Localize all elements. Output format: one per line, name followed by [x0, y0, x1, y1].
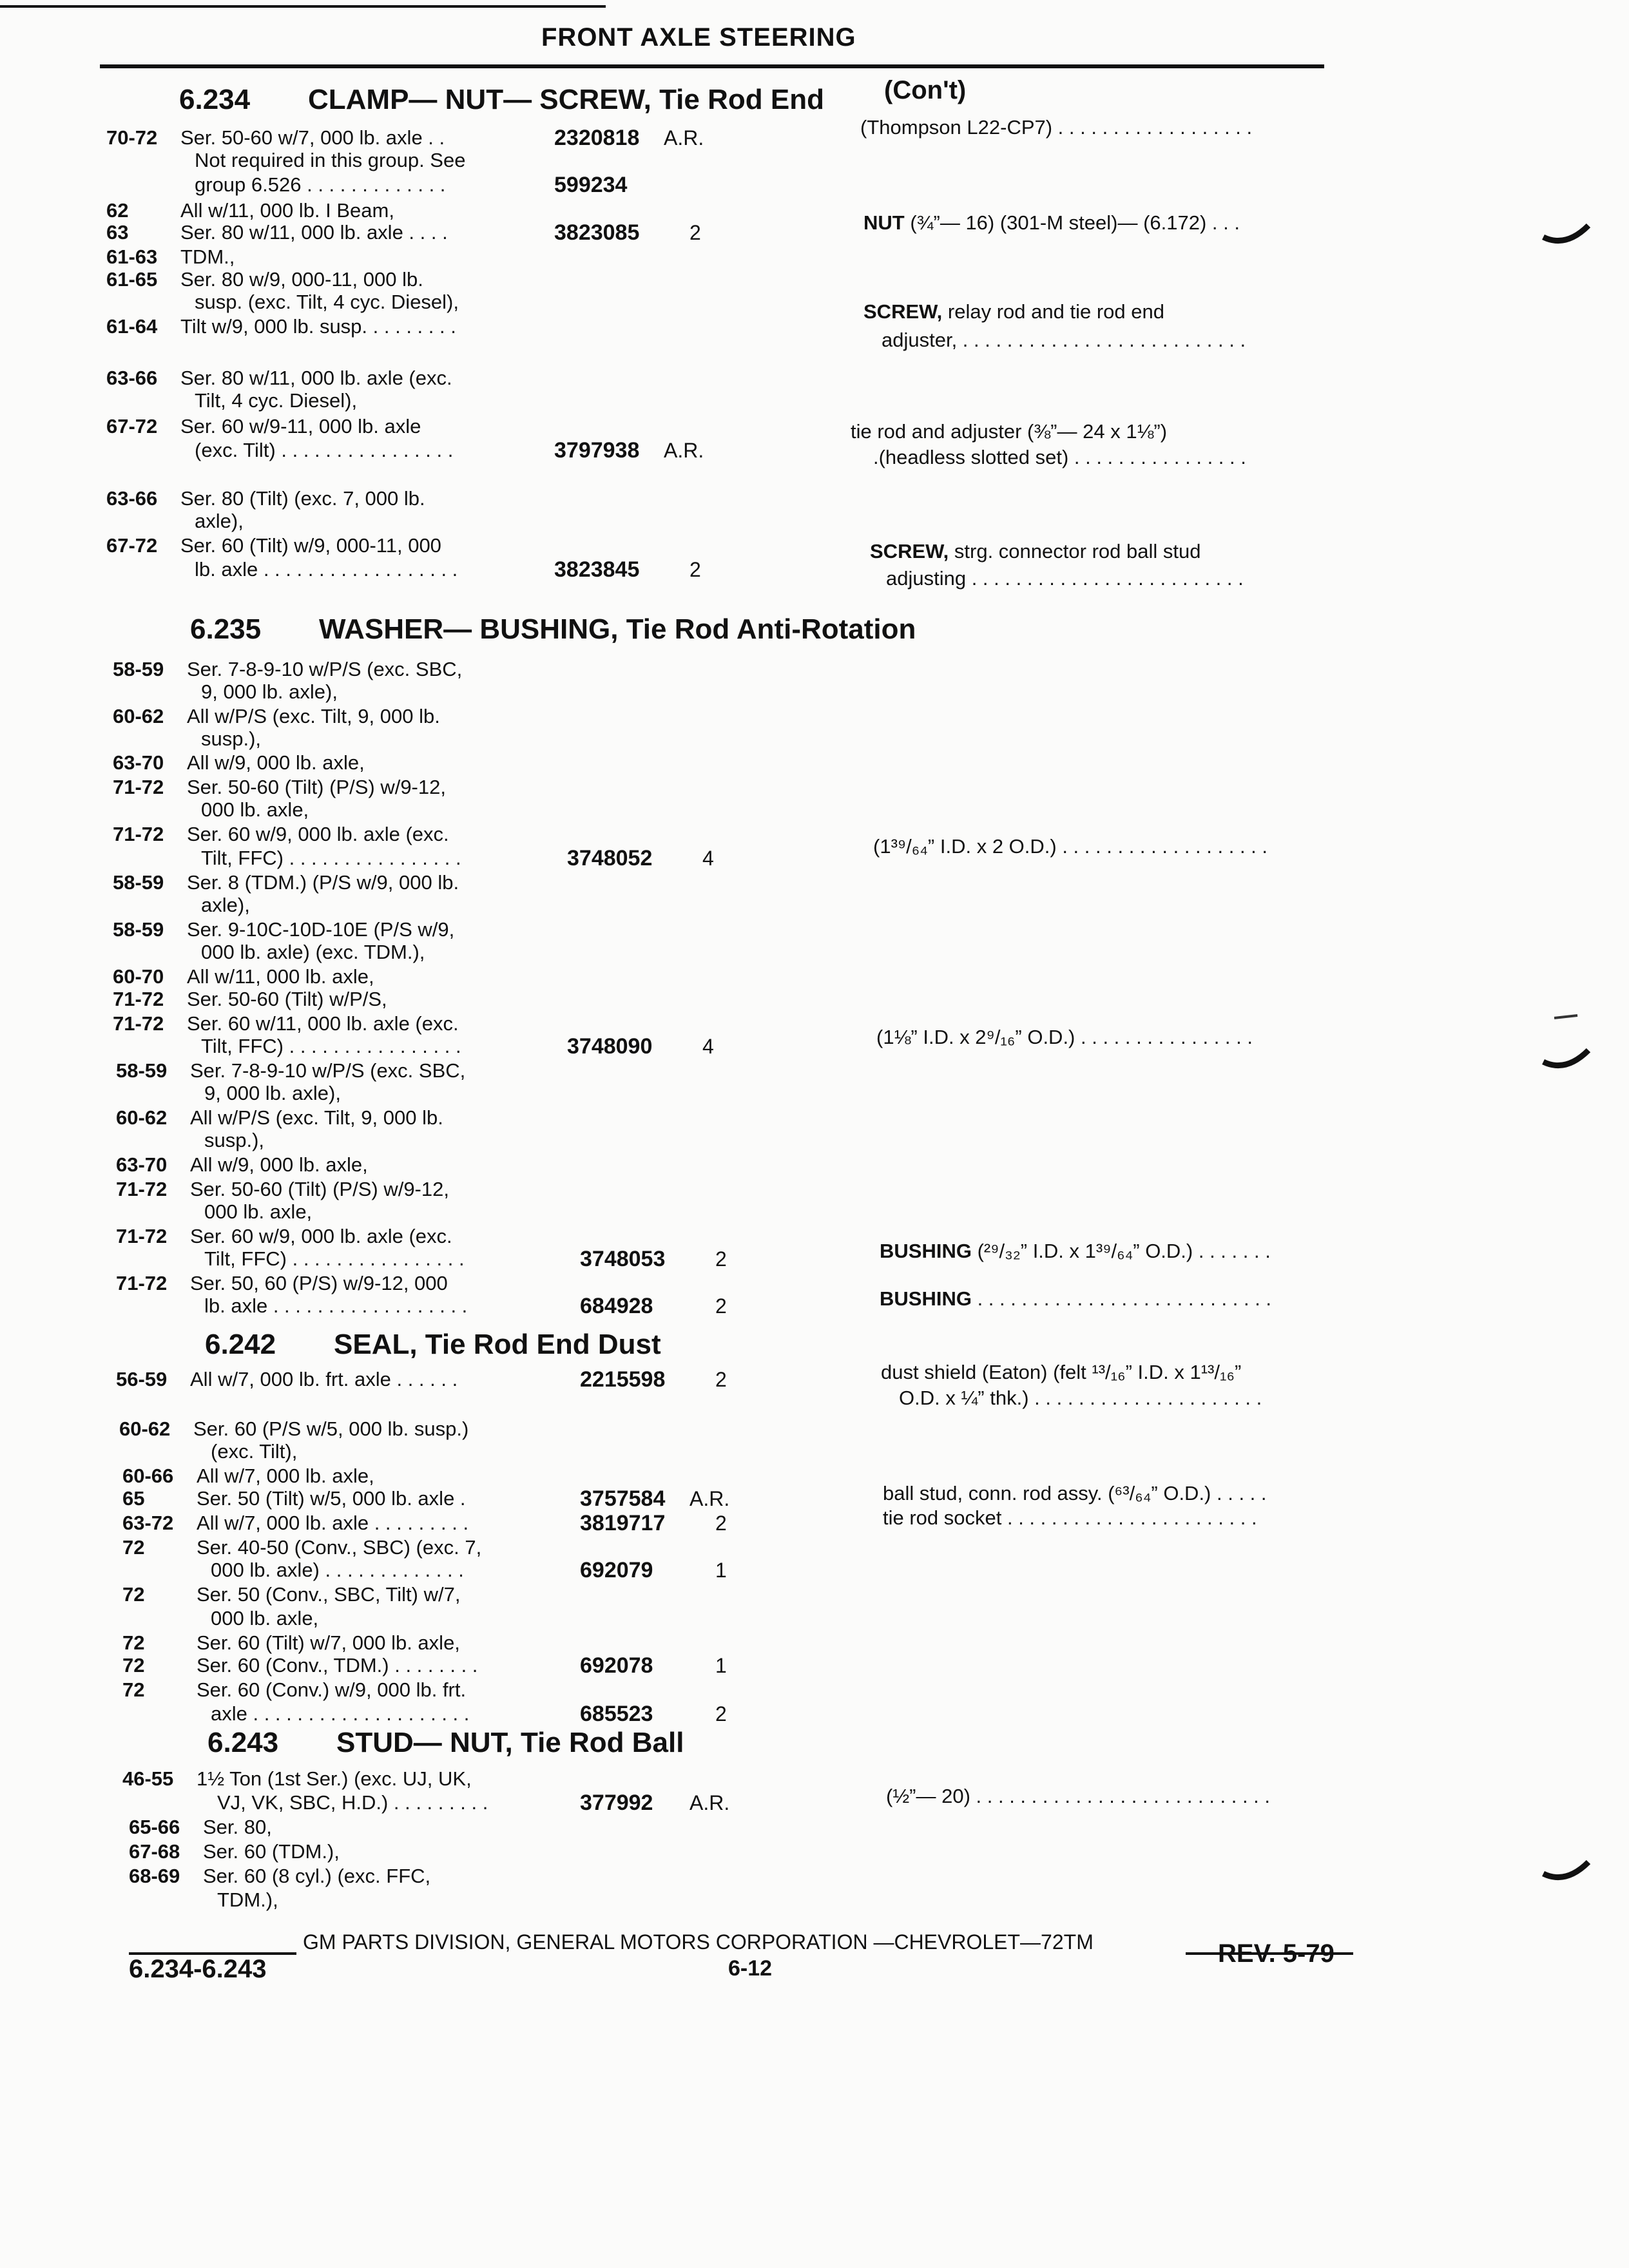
section-6-235: 6.235 WASHER— BUSHING, Tie Rod Anti-Rotation — [190, 613, 916, 645]
part-description — [886, 1785, 1270, 1808]
model-year: 60-62 — [113, 705, 164, 727]
footer-section-range: 6.234-6.243 — [129, 1955, 267, 1983]
model-year: 65 — [122, 1487, 145, 1510]
application: Ser. 7-8-9-10 w/P/S (exc. SBC, — [190, 1059, 466, 1082]
description-text: strg. connector rod ball stud — [949, 540, 1201, 562]
header-rule — [100, 64, 1324, 68]
application: Ser. 8 (TDM.) (P/S w/9, 000 lb. — [187, 871, 459, 894]
application: Ser. 60 (Conv., TDM.) . . . . . . . . — [197, 1654, 478, 1677]
part-number: 692078 — [580, 1653, 653, 1678]
description-keyword: BUSHING — [880, 1287, 972, 1310]
description-text: . . . . . . . . . . . . . . . . . . . . . . . . . . . — [971, 1287, 1272, 1310]
model-year: 56-59 — [116, 1368, 168, 1390]
application: lb. axle . . . . . . . . . . . . . . . . . . — [195, 558, 458, 581]
application: lb. axle . . . . . . . . . . . . . . . . . . — [204, 1294, 468, 1317]
quantity: 2 — [689, 221, 701, 244]
part-description — [873, 446, 1246, 469]
part-description — [886, 567, 1244, 590]
quantity: 2 — [689, 558, 701, 581]
model-year: 58-59 — [113, 918, 164, 941]
description-text: relay rod and tie rod end — [942, 300, 1164, 323]
binder-mark-icon — [1540, 1856, 1592, 1888]
model-year: 71-72 — [116, 1272, 168, 1294]
application: axle . . . . . . . . . . . . . . . . . . . . — [211, 1702, 470, 1725]
model-year: 71-72 — [113, 823, 164, 845]
application: Ser. 60 (TDM.), — [203, 1840, 340, 1863]
application: 000 lb. axle, — [201, 798, 309, 821]
quantity: 4 — [702, 847, 714, 870]
quantity: A.R. — [689, 1791, 730, 1814]
quantity: A.R. — [664, 439, 704, 462]
application: Ser. 80 w/11, 000 lb. axle (exc. — [180, 367, 452, 389]
application: All w/7, 000 lb. frt. axle . . . . . . — [190, 1368, 458, 1390]
application: Ser. 50-60 (Tilt) (P/S) w/9-12, — [187, 776, 446, 798]
application: Ser. 9-10C-10D-10E (P/S w/9, — [187, 918, 455, 941]
application: Ser. 50-60 w/7, 000 lb. axle . . — [180, 126, 445, 149]
application: susp. (exc. Tilt, 4 cyc. Diesel), — [195, 291, 459, 313]
part-number: 685523 — [580, 1702, 653, 1726]
application: VJ, VK, SBC, H.D.) . . . . . . . . . — [217, 1791, 488, 1814]
application: axle), — [201, 894, 250, 916]
model-year: 72 — [122, 1678, 145, 1701]
model-year: 61-65 — [106, 268, 158, 291]
model-year: 63-66 — [106, 367, 158, 389]
application: Ser. 50-60 (Tilt) w/P/S, — [187, 988, 387, 1010]
application: Ser. 60 w/9, 000 lb. axle (exc. — [187, 823, 449, 845]
description-keyword: BUSHING — [880, 1240, 972, 1262]
footer-revision: REV. 5-79 — [1218, 1939, 1335, 1968]
application: All w/11, 000 lb. axle, — [187, 965, 374, 988]
part-number: 599234 — [554, 173, 628, 197]
application: Ser. 80 w/11, 000 lb. axle . . . . — [180, 221, 448, 244]
model-year: 72 — [122, 1654, 145, 1677]
model-year: 60-62 — [116, 1106, 168, 1129]
description-text: O.D. x ¼” thk.) . . . . . . . . . . . . . . . . . . . . . — [899, 1387, 1262, 1409]
description-text: dust shield (Eaton) (felt ¹³/₁₆” I.D. x 1¹³/₁₆” — [881, 1361, 1242, 1383]
model-year: 72 — [122, 1631, 145, 1654]
model-year: 71-72 — [116, 1225, 168, 1247]
part-description — [880, 1240, 1271, 1263]
application: Ser. 50, 60 (P/S) w/9-12, 000 — [190, 1272, 448, 1294]
application: Tilt, FFC) . . . . . . . . . . . . . . . . — [201, 1035, 461, 1057]
part-number: 692079 — [580, 1558, 653, 1582]
quantity: A.R. — [689, 1487, 730, 1510]
part-number: 3823845 — [554, 557, 640, 582]
model-year: 60-70 — [113, 965, 164, 988]
quantity: 2 — [715, 1368, 727, 1391]
model-year: 58-59 — [113, 658, 164, 680]
application: Ser. 50 (Tilt) w/5, 000 lb. axle . — [197, 1487, 466, 1510]
description-text: (Thompson L22-CP7) . . . . . . . . . . . . . . . . . . — [860, 116, 1253, 139]
application: 9, 000 lb. axle), — [201, 680, 338, 703]
application: Ser. 60 w/9, 000 lb. axle (exc. — [190, 1225, 452, 1247]
model-year: 71-72 — [116, 1178, 168, 1200]
description-text: (²⁹/₃₂” I.D. x 1³⁹/₆₄” O.D.) . . . . . . . — [971, 1240, 1271, 1262]
application: Tilt w/9, 000 lb. susp. . . . . . . . . — [180, 315, 456, 338]
part-number: 377992 — [580, 1791, 653, 1815]
part-number: 2215598 — [580, 1367, 666, 1392]
model-year: 58-59 — [116, 1059, 168, 1082]
application: (exc. Tilt), — [211, 1440, 298, 1463]
model-year: 63-70 — [116, 1153, 168, 1176]
model-year: 71-72 — [113, 988, 164, 1010]
application: Ser. 60 (Conv.) w/9, 000 lb. frt. — [197, 1678, 467, 1701]
edge-tick-icon — [1553, 1012, 1579, 1024]
part-number: 3748052 — [567, 846, 653, 870]
application: Ser. 60 (Tilt) w/7, 000 lb. axle, — [197, 1631, 460, 1654]
part-number: 2320818 — [554, 126, 640, 150]
model-year: 63-66 — [106, 487, 158, 510]
application: Ser. 60 (Tilt) w/9, 000-11, 000 — [180, 534, 441, 557]
description-text: tie rod socket . . . . . . . . . . . . . . . . . . . . . . . — [883, 1506, 1257, 1529]
description-text: .(headless slotted set) . . . . . . . . . . . . . . . . — [873, 446, 1246, 468]
part-description — [873, 835, 1268, 858]
model-year: 72 — [122, 1583, 145, 1606]
description-text: adjuster, . . . . . . . . . . . . . . . . . . . . . . . . . . — [882, 329, 1246, 351]
model-year: 65-66 — [129, 1816, 180, 1838]
application: All w/7, 000 lb. axle . . . . . . . . . — [197, 1512, 469, 1534]
model-year: 71-72 — [113, 1012, 164, 1035]
binder-mark-icon — [1540, 219, 1592, 251]
application: (exc. Tilt) . . . . . . . . . . . . . . . . — [195, 439, 454, 461]
part-description — [860, 116, 1252, 139]
model-year: 67-72 — [106, 415, 158, 437]
part-number: 3823085 — [554, 220, 640, 245]
footer-corporation: GM PARTS DIVISION, GENERAL MOTORS CORPORATION —CHEVROLET—72TM — [303, 1930, 1094, 1954]
application: Ser. 50-60 (Tilt) (P/S) w/9-12, — [190, 1178, 449, 1200]
model-year: 63-72 — [122, 1512, 174, 1534]
application: Ser. 80 w/9, 000-11, 000 lb. — [180, 268, 423, 291]
quantity: 2 — [715, 1247, 727, 1271]
application: 000 lb. axle, — [211, 1607, 319, 1629]
description-keyword: NUT — [863, 211, 905, 234]
application: susp.), — [201, 727, 262, 750]
quantity: 1 — [715, 1559, 727, 1582]
application: Tilt, 4 cyc. Diesel), — [195, 389, 358, 412]
part-description — [876, 1026, 1253, 1049]
quantity: A.R. — [664, 126, 704, 149]
part-number: 3819717 — [580, 1511, 666, 1535]
application: Ser. 80, — [203, 1816, 272, 1838]
description-text: (1³⁹/₆₄” I.D. x 2 O.D.) . . . . . . . . . . . . . . . . . . . — [873, 835, 1268, 858]
part-number: 3797938 — [554, 438, 640, 463]
part-description — [883, 1506, 1257, 1530]
description-keyword: SCREW, — [870, 540, 949, 562]
application: Ser. 7-8-9-10 w/P/S (exc. SBC, — [187, 658, 463, 680]
application: Tilt, FFC) . . . . . . . . . . . . . . . . — [201, 847, 461, 869]
quantity: 2 — [715, 1294, 727, 1318]
model-year: 62 — [106, 199, 129, 222]
section-6-242: 6.242 SEAL, Tie Rod End Dust — [205, 1329, 661, 1360]
quantity: 2 — [715, 1702, 727, 1725]
description-text: (½”— 20) . . . . . . . . . . . . . . . . . . . . . . . . . . . — [886, 1785, 1271, 1807]
description-text: tie rod and adjuster (⅜”— 24 x 1⅛”) — [851, 420, 1168, 443]
part-description — [881, 1361, 1241, 1384]
model-year: 68-69 — [129, 1865, 180, 1887]
model-year: 46-55 — [122, 1767, 174, 1790]
application: 1½ Ton (1st Ser.) (exc. UJ, UK, — [197, 1767, 472, 1790]
part-number: 684928 — [580, 1294, 653, 1318]
application: group 6.526 . . . . . . . . . . . . . — [195, 173, 446, 196]
model-year: 60-62 — [119, 1418, 171, 1440]
description-keyword: SCREW, — [863, 300, 943, 323]
application: Ser. 60 (P/S w/5, 000 lb. susp.) — [193, 1418, 469, 1440]
part-description — [851, 420, 1167, 443]
application: TDM.), — [217, 1888, 278, 1911]
application: All w/7, 000 lb. axle, — [197, 1465, 374, 1487]
page-title: FRONT AXLE STEERING — [541, 23, 856, 52]
model-year: 72 — [122, 1536, 145, 1559]
application: 000 lb. axle, — [204, 1200, 313, 1223]
description-text: ball stud, conn. rod assy. (⁶³/₆₄” O.D.) . . . . . — [883, 1482, 1267, 1504]
application: Ser. 60 w/9-11, 000 lb. axle — [180, 415, 421, 437]
header-rule-top — [0, 5, 606, 8]
model-year: 61-63 — [106, 245, 158, 268]
application: Ser. 60 w/11, 000 lb. axle (exc. — [187, 1012, 459, 1035]
model-year: 67-68 — [129, 1840, 180, 1863]
part-description — [863, 211, 1240, 235]
model-year: 58-59 — [113, 871, 164, 894]
part-number: 3757584 — [580, 1486, 666, 1511]
application: All w/9, 000 lb. axle, — [190, 1153, 368, 1176]
description-text: (1⅛” I.D. x 2⁹/₁₆” O.D.) . . . . . . . . . . . . . . . . — [876, 1026, 1253, 1048]
binder-mark-icon — [1540, 1044, 1592, 1076]
application: Ser. 80 (Tilt) (exc. 7, 000 lb. — [180, 487, 425, 510]
model-year: 71-72 — [113, 776, 164, 798]
model-year: 63-70 — [113, 751, 164, 774]
quantity: 2 — [715, 1512, 727, 1535]
part-description — [883, 1482, 1267, 1505]
part-number: 3748053 — [580, 1247, 666, 1271]
section-6-234: 6.234 CLAMP— NUT— SCREW, Tie Rod End — [179, 84, 824, 115]
part-description — [880, 1287, 1271, 1311]
application: susp.), — [204, 1129, 265, 1151]
application: Tilt, FFC) . . . . . . . . . . . . . . . . — [204, 1247, 465, 1270]
application: 000 lb. axle) . . . . . . . . . . . . . — [211, 1559, 464, 1581]
application: 000 lb. axle) (exc. TDM.), — [201, 941, 425, 963]
application: All w/P/S (exc. Tilt, 9, 000 lb. — [187, 705, 440, 727]
model-year: 63 — [106, 221, 129, 244]
model-year: 70-72 — [106, 126, 158, 149]
part-number: 3748090 — [567, 1034, 653, 1059]
section-6-234-continued: (Con't) — [884, 76, 967, 104]
model-year: 60-66 — [122, 1465, 174, 1487]
description-text: adjusting . . . . . . . . . . . . . . . . . . . . . . . . . — [886, 567, 1244, 590]
description-text: (¾”— 16) (301-M steel)— (6.172) . . . — [904, 211, 1240, 234]
application: 9, 000 lb. axle), — [204, 1082, 341, 1104]
part-description — [870, 540, 1200, 563]
model-year: 61-64 — [106, 315, 158, 338]
section-6-243: 6.243 STUD— NUT, Tie Rod Ball — [207, 1727, 684, 1758]
application: Ser. 50 (Conv., SBC, Tilt) w/7, — [197, 1583, 461, 1606]
application: All w/11, 000 lb. I Beam, — [180, 199, 394, 222]
application: All w/9, 000 lb. axle, — [187, 751, 365, 774]
part-description — [899, 1387, 1262, 1410]
application: Ser. 60 (8 cyl.) (exc. FFC, — [203, 1865, 431, 1887]
application: Not required in this group. See — [195, 149, 466, 171]
part-description — [882, 329, 1246, 352]
application: TDM., — [180, 245, 235, 268]
application: Ser. 40-50 (Conv., SBC) (exc. 7, — [197, 1536, 482, 1559]
quantity: 1 — [715, 1654, 727, 1677]
application: axle), — [195, 510, 244, 532]
application: All w/P/S (exc. Tilt, 9, 000 lb. — [190, 1106, 443, 1129]
model-year: 67-72 — [106, 534, 158, 557]
footer-page-number: 6-12 — [728, 1956, 773, 1981]
quantity: 4 — [702, 1035, 714, 1058]
part-description — [863, 300, 1164, 323]
